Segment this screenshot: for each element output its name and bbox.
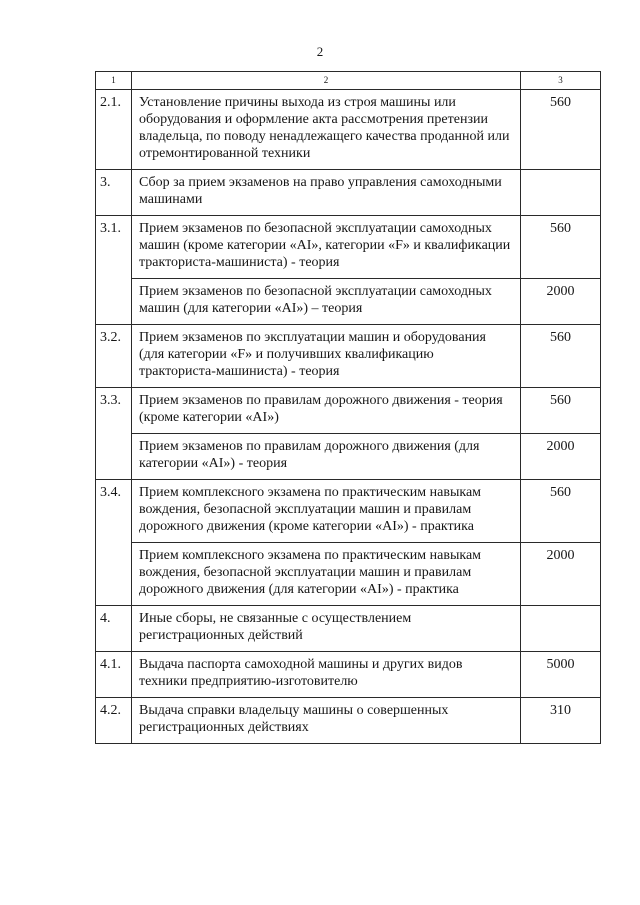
row-number: 3. — [96, 170, 132, 216]
row-amount: 560 — [521, 325, 601, 388]
row-amount: 560 — [521, 216, 601, 279]
page-number: 2 — [316, 44, 324, 59]
row-amount: 310 — [521, 698, 601, 744]
row-number: 4.2. — [96, 698, 132, 744]
row-number: 3.1. — [96, 216, 132, 279]
table-row — [96, 543, 601, 606]
row-description: Выдача паспорта самоходной машины и других видов техники предприятию-изготовителю — [132, 652, 521, 698]
table-row — [96, 216, 601, 279]
header-cell-description: 2 — [132, 72, 521, 90]
table-row — [96, 279, 601, 325]
row-description: Прием комплексного экзамена по практическим навыкам вождения, безопасной эксплуатации машин и правилам дорожного движения (для категории «AI») - практика — [132, 543, 521, 606]
row-amount: 560 — [521, 90, 601, 170]
row-number — [96, 279, 132, 325]
row-description: Прием экзаменов по правилам дорожного движения - теория (кроме категории «AI») — [132, 388, 521, 434]
row-amount — [521, 170, 601, 216]
row-number: 3.2. — [96, 325, 132, 388]
table-row — [96, 388, 601, 434]
row-description: Сбор за прием экзаменов на право управления самоходными машинами — [132, 170, 521, 216]
row-amount: 5000 — [521, 652, 601, 698]
row-description: Прием экзаменов по безопасной эксплуатации самоходных машин (кроме категории «AI», категории «F» и квалификации тракториста-машиниста) - теория — [132, 216, 521, 279]
row-amount: 2000 — [521, 543, 601, 606]
row-number: 4. — [96, 606, 132, 652]
row-number: 3.4. — [96, 480, 132, 543]
table-row — [96, 606, 601, 652]
table-row — [96, 90, 601, 170]
header-cell-number: 1 — [96, 72, 132, 90]
row-number — [96, 434, 132, 480]
table-row — [96, 480, 601, 543]
row-number: 4.1. — [96, 652, 132, 698]
table-row — [96, 325, 601, 388]
row-description: Установление причины выхода из строя машины или оборудования и оформление акта рассмотрения претензии владельца, по поводу ненадлежащего качества проданной или отремонтированной техники — [132, 90, 521, 170]
row-description: Прием экзаменов по безопасной эксплуатации самоходных машин (для категории «AI») – теория — [132, 279, 521, 325]
table-row — [96, 434, 601, 480]
row-amount: 2000 — [521, 434, 601, 480]
row-description: Прием комплексного экзамена по практическим навыкам вождения, безопасной эксплуатации машин и правилам дорожного движения (кроме категории «AI») - практика — [132, 480, 521, 543]
row-description: Прием экзаменов по правилам дорожного движения (для категории «AI») - теория — [132, 434, 521, 480]
fee-table — [95, 71, 601, 744]
header-cell-amount: 3 — [521, 72, 601, 90]
row-description: Прием экзаменов по эксплуатации машин и оборудования (для категории «F» и получивших квалификацию тракториста-машиниста) - теория — [132, 325, 521, 388]
row-amount: 560 — [521, 388, 601, 434]
row-number: 3.3. — [96, 388, 132, 434]
row-description: Выдача справки владельцу машины о совершенных регистрационных действиях — [132, 698, 521, 744]
row-number: 2.1. — [96, 90, 132, 170]
row-number — [96, 543, 132, 606]
table-row — [96, 170, 601, 216]
table-header-row — [96, 72, 601, 90]
table-row — [96, 652, 601, 698]
row-amount: 560 — [521, 480, 601, 543]
row-description: Иные сборы, не связанные с осуществлением регистрационных действий — [132, 606, 521, 652]
table-row — [96, 698, 601, 744]
row-amount — [521, 606, 601, 652]
row-amount: 2000 — [521, 279, 601, 325]
